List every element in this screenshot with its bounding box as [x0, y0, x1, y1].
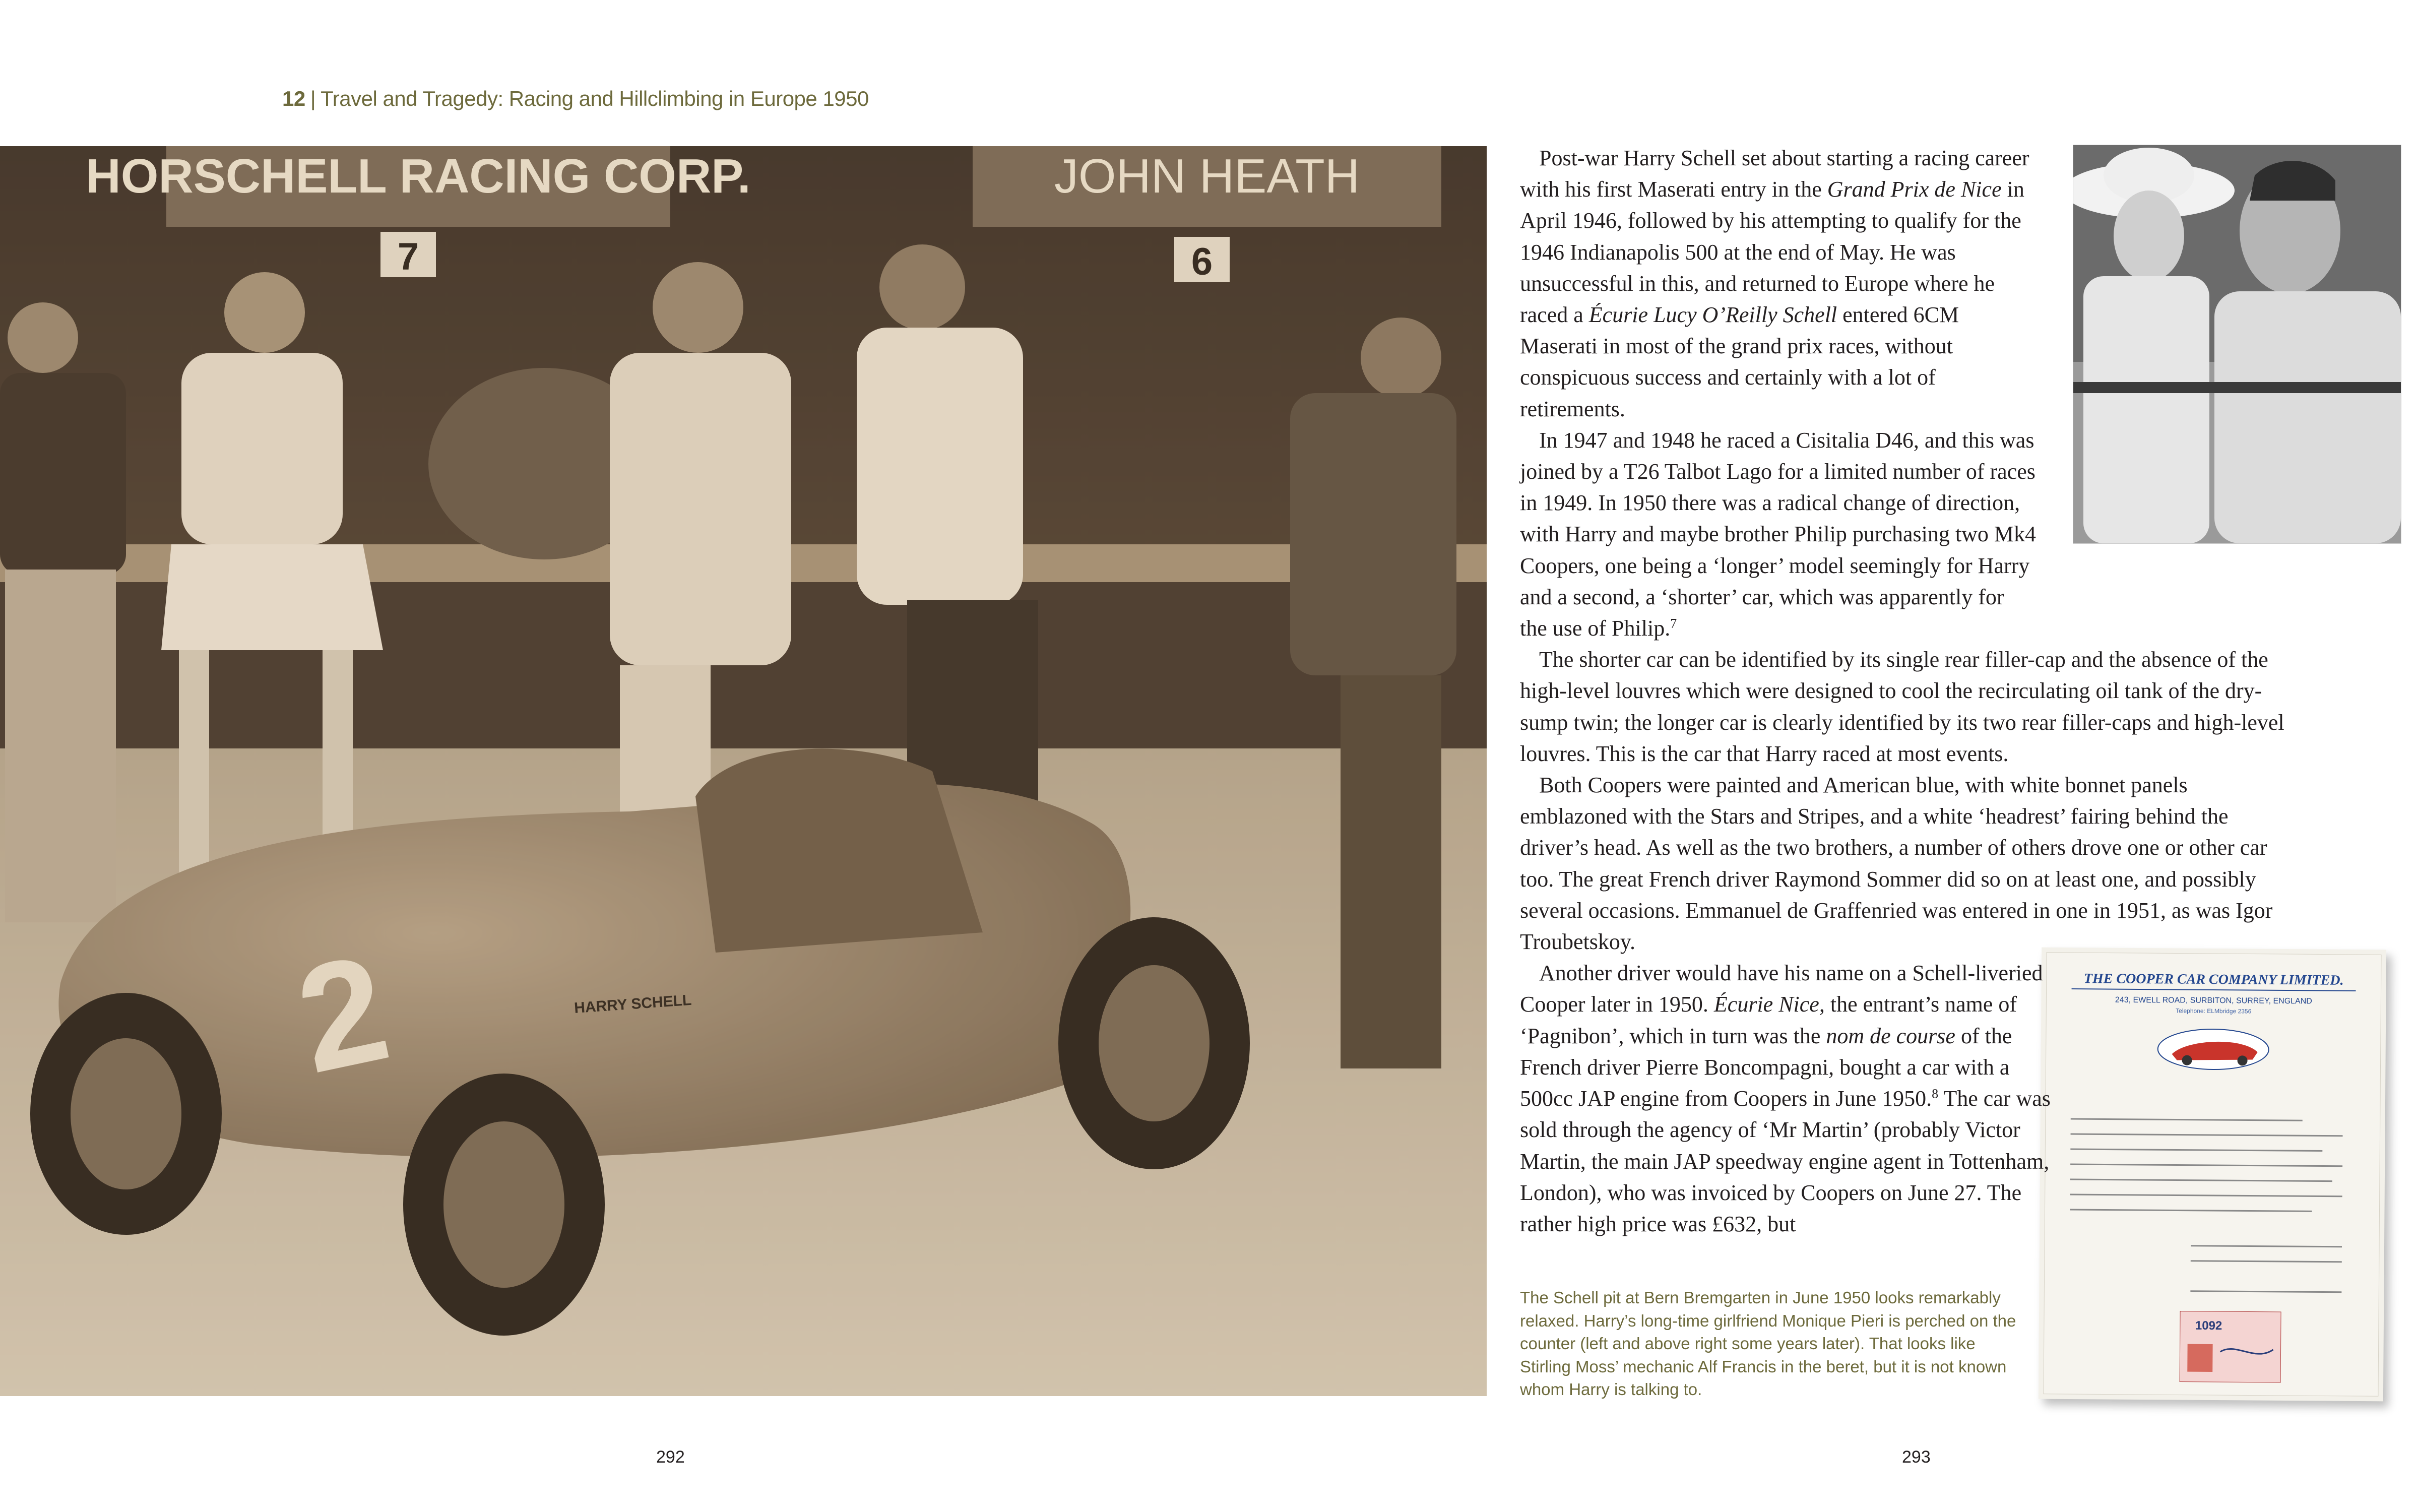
- p5-text-c: the entrant’s name of ‘Pagnibon’, which in turn was the: [1520, 992, 2017, 1048]
- page-number-right: 293: [1902, 1447, 1931, 1467]
- invoice-company-name: THE COOPER CAR COMPANY LIMITED.: [2083, 971, 2344, 988]
- p1-italic-ecurie: Écurie Lucy O’Reilly Schell: [1588, 302, 1837, 328]
- invoice-receipt-stamp: [2180, 1311, 2281, 1382]
- chapter-title: Travel and Tragedy: Racing and Hillclimbing in Europe 1950: [321, 87, 869, 110]
- main-photo-bern-pit: [0, 146, 1487, 1396]
- invoice-address: 243, EWELL ROAD, SURBITON, SURREY, ENGLAND: [2115, 995, 2312, 1006]
- invoice-receipt-number: 1092: [2195, 1318, 2222, 1333]
- chapter-number: 12: [282, 87, 305, 110]
- pit-number-right: 6: [1191, 240, 1213, 283]
- p5-text-e: of the French driver Pierre Boncompagni, bought a car with a 500cc JAP engine from Coopers in June 1950.: [1520, 1023, 2012, 1111]
- p1-italic-grand-prix-de-nice: Grand Prix de Nice: [1827, 177, 2002, 202]
- paragraph-3: The shorter car can be identified by its single rear filler-cap and the absence of the high-level louvres which were designed to cool the recirculating oil tank of the dry-sump twin; the longer car is clearly identified by its two rear filler-caps and high-level louvres. This is the car that Harry raced at most events.: [1520, 647, 2284, 766]
- page-number-left: 292: [656, 1447, 685, 1467]
- invoice-telephone: Telephone: ELMbridge 2356: [2176, 1007, 2252, 1015]
- footnote-ref-8: 8: [1932, 1086, 1939, 1101]
- p1-text-c: in April 1946, followed by his attempting to qualify for the 1946 Indianapolis 500 at the end of May. He was unsuccessful in this, and returned to Europe where he raced a: [1520, 177, 2024, 328]
- paragraph-2: [1520, 425, 2037, 644]
- paragraph-1: [1520, 143, 2037, 425]
- p5-italic-ecurie-nice: Écurie Nice,: [1713, 992, 1825, 1017]
- running-head: [282, 87, 869, 111]
- photo-caption: The Schell pit at Bern Bremgarten in June 1950 looks remarkably relaxed. Harry’s long-time girlfriend Monique Pieri is perched on the counter (left and above right some years later). That looks like Stirling Moss’ mechanic Alf Francis in the beret, but it is not known whom Harry is talking to.: [1520, 1288, 2016, 1399]
- footnote-ref-7: 7: [1670, 616, 1677, 631]
- p2-text: In 1947 and 1948 he raced a Cisitalia D46, and this was joined by a T26 Talbot Lago for a limited number of races in 1949. In 1950 there was a radical change of direction, with Harry and maybe brother Philip purchasing two Mk4 Coopers, one being a ‘longer’ model seemingly for Harry and a second, a ‘shorter’ car, which was apparently for the use of Philip.: [1520, 427, 2037, 641]
- sign-left-text: HORSCHELL RACING CORP.: [86, 149, 751, 203]
- p5-italic-nom-de-course: nom de course: [1826, 1023, 1955, 1048]
- p5-text-a: Another driver would have his name on a Schell-liveried Cooper later in 1950.: [1520, 961, 2043, 1017]
- body-text: [1520, 143, 2296, 1240]
- running-head-separator: |: [310, 87, 316, 110]
- sign-right-text: JOHN HEATH: [1054, 149, 1360, 203]
- car-driver-name: HARRY SCHELL: [574, 991, 692, 1017]
- p1-text-a: Post-war Harry Schell set about starting a racing career with his first Maserati entry in the: [1520, 146, 2029, 202]
- paragraph-5: [1520, 958, 2054, 1240]
- p5-text-f: The car was sold through the agency of ‘Mr Martin’ (probably Victor Martin, the main JAP speedway engine agent in Tottenham, London), who was invoiced by Coopers on June 27. The rather high price was £632, but: [1520, 1086, 2051, 1236]
- p1-text-e: entered 6CM Maserati in most of the grand prix races, without conspicuous success and certainly with a lot of retirements.: [1520, 302, 1959, 421]
- car-number: 2: [284, 922, 402, 1105]
- paragraph-4: Both Coopers were painted and American blue, with white bonnet panels emblazoned with the Stars and Stripes, and a white ‘headrest’ fairing behind the driver’s head. As well as the two brothers, a number of others drove one or other car too. The great French driver Raymond Sommer did so on at least one, and possibly several occasions. Emmanuel de Graffenried was entered in one in 1951, as was Igor Troubetskoy.: [1520, 773, 2273, 955]
- pit-number-left: 7: [397, 235, 419, 278]
